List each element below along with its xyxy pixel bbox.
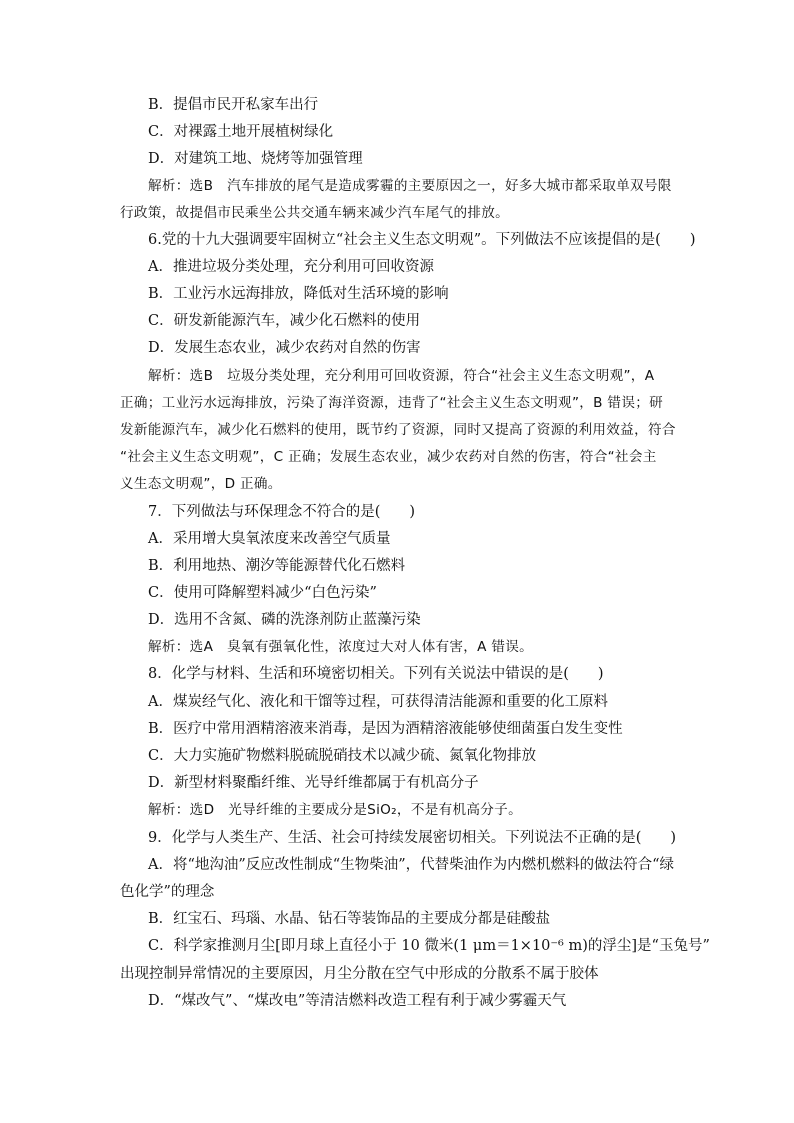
analysis-q5-line1: 解析：选B 汽车排放的尾气是造成雾霾的主要原因之一，好多大城市都采取单双号限 bbox=[148, 178, 672, 194]
analysis-q6-line5: 义生态文明观”，D 正确。 bbox=[120, 476, 282, 492]
question-9: 9．化学与人类生产、生活、社会可持续发展密切相关。下列说法不正确的是( ) bbox=[148, 830, 677, 846]
analysis-q8: 解析：选D 光导纤维的主要成分是SiO₂，不是有机高分子。 bbox=[148, 802, 522, 818]
analysis-q6-line4: “社会主义生态文明观”，C 正确；发展生态农业，减少农药对自然的伤害，符合“社会主 bbox=[120, 449, 657, 465]
analysis-q5-line2: 行政策，故提倡市民乘坐公共交通车辆来减少汽车尾气的排放。 bbox=[120, 205, 510, 221]
option-a-q8: A．煤炭经气化、液化和干馏等过程，可获得清洁能源和重要的化工原料 bbox=[148, 694, 608, 710]
option-a-q9-line1: A．将“地沟油”反应改性制成“生物柴油”，代替柴油作为内燃机燃料的做法符合“绿 bbox=[148, 857, 675, 873]
option-c-q6: C．研发新能源汽车，减少化石燃料的使用 bbox=[148, 313, 421, 329]
question-7: 7．下列做法与环保理念不符合的是( ) bbox=[148, 504, 416, 520]
option-b-q7: B．利用地热、潮汐等能源替代化石燃料 bbox=[148, 558, 406, 574]
option-c-q9-line1: C．科学家推测月尘[即月球上直径小于 10 微米(1 μm＝1×10⁻⁶ m)的浮尘]是“玉兔号” bbox=[148, 938, 710, 954]
option-c-q9-line2: 出现控制异常情况的主要原因，月尘分散在空气中形成的分散系不属于胶体 bbox=[120, 966, 599, 982]
option-c-q8: C．大力实施矿物燃料脱硫脱硝技术以减少硫、氮氧化物排放 bbox=[148, 748, 537, 764]
analysis-q6-line2: 正确；工业污水远海排放，污染了海洋资源，违背了“社会主义生态文明观”，B 错误；研 bbox=[120, 395, 663, 411]
option-c-q5: C．对裸露土地开展植树绿化 bbox=[148, 124, 334, 140]
analysis-q7: 解析：选A 臭氧有强氧化性，浓度过大对人体有害，A 错误。 bbox=[148, 639, 534, 655]
option-a-q9-line2: 色化学”的理念 bbox=[120, 884, 215, 900]
question-8: 8．化学与材料、生活和环境密切相关。下列有关说法中错误的是( ) bbox=[148, 666, 604, 682]
option-a-q7: A．采用增大臭氧浓度来改善空气质量 bbox=[148, 531, 391, 547]
option-b-q5: B．提倡市民开私家车出行 bbox=[148, 97, 319, 113]
option-b-q6: B．工业污水远海排放，降低对生活环境的影响 bbox=[148, 286, 449, 302]
option-d-q9: D．“煤改气”、“煤改电”等清洁燃料改造工程有利于减少雾霾天气 bbox=[148, 993, 567, 1009]
option-b-q9: B．红宝石、玛瑙、水晶、钻石等装饰品的主要成分都是硅酸盐 bbox=[148, 911, 551, 927]
question-6: 6.党的十九大强调要牢固树立“社会主义生态文明观”。下列做法不应该提倡的是( ) bbox=[148, 232, 696, 248]
option-d-q7: D．选用不含氮、磷的洗涤剂防止蓝藻污染 bbox=[148, 612, 421, 628]
option-d-q8: D．新型材料聚酯纤维、光导纤维都属于有机高分子 bbox=[148, 775, 479, 791]
option-b-q8: B．医疗中常用酒精溶液来消毒，是因为酒精溶液能够使细菌蛋白发生变性 bbox=[148, 721, 623, 737]
analysis-q6-line3: 发新能源汽车，减少化石燃料的使用，既节约了资源，同时又提高了资源的利用效益，符合 bbox=[120, 422, 676, 438]
option-c-q7: C．使用可降解塑料减少“白色污染” bbox=[148, 585, 377, 601]
analysis-q6-line1: 解析：选B 垃圾分类处理，充分利用可回收资源，符合“社会主义生态文明观”，A bbox=[148, 368, 655, 384]
option-d-q6: D．发展生态农业，减少农药对自然的伤害 bbox=[148, 340, 421, 356]
option-a-q6: A．推进垃圾分类处理，充分利用可回收资源 bbox=[148, 259, 434, 275]
option-d-q5: D．对建筑工地、烧烤等加强管理 bbox=[148, 151, 363, 167]
